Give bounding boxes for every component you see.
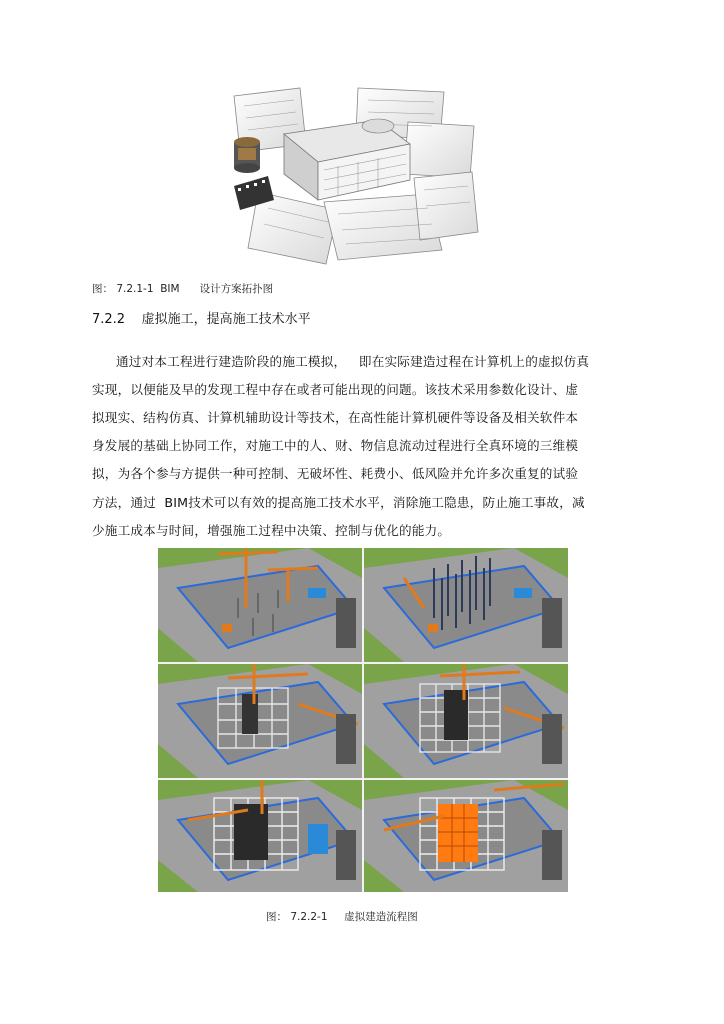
section-heading: 7.2.2 虚拟施工，提高施工技术水平	[92, 312, 311, 327]
simulation-stage-foundation	[158, 548, 362, 662]
database-icon	[234, 137, 260, 173]
simulation-stage-columns	[364, 548, 568, 662]
construction-simulation-grid	[158, 548, 568, 892]
simulation-stage-frame	[158, 664, 362, 778]
paragraph-line: 少施工成本与时间，增强施工过程中决策、控制与优化的能力。	[92, 523, 451, 538]
paragraph-line: 拟，为各个参与方提供一种可控制、无破坏性、耗费小、低风险并允许多次重复的试验	[92, 466, 579, 481]
paragraph-line: 实现，以便能及早的发现工程中存在或者可能出现的问题。该技术采用参数化设计、虚	[92, 382, 579, 397]
paragraph-line: 身发展的基础上协同工作，对施工中的人、财、物信息流动过程进行全真环境的三维模	[92, 438, 579, 453]
simulation-stage-core-highlighted	[364, 780, 568, 894]
bim-topology-illustration	[228, 82, 482, 272]
paragraph-line: 方法，通过 BIM技术可以有效的提高施工技术水平，消除施工隐患，防止施工事故，减	[92, 495, 585, 510]
figure2-caption: 图： 7.2.2-1 虚拟建造流程图	[266, 911, 418, 923]
paragraph-line: 拟现实、结构仿真、计算机辅助设计等技术，在高性能计算机硬件等设备及相关软件本	[92, 410, 579, 425]
bim-topology-figure	[228, 82, 482, 272]
simulation-stage-frame-dense	[364, 664, 568, 778]
simulation-stage-core	[158, 780, 362, 894]
figure1-caption: 图： 7.2.1-1 BIM 设计方案拓扑图	[92, 283, 274, 295]
paragraph-line: 通过对本工程进行建造阶段的施工模拟， 即在实际建造过程在计算机上的虚拟仿真	[116, 354, 590, 369]
